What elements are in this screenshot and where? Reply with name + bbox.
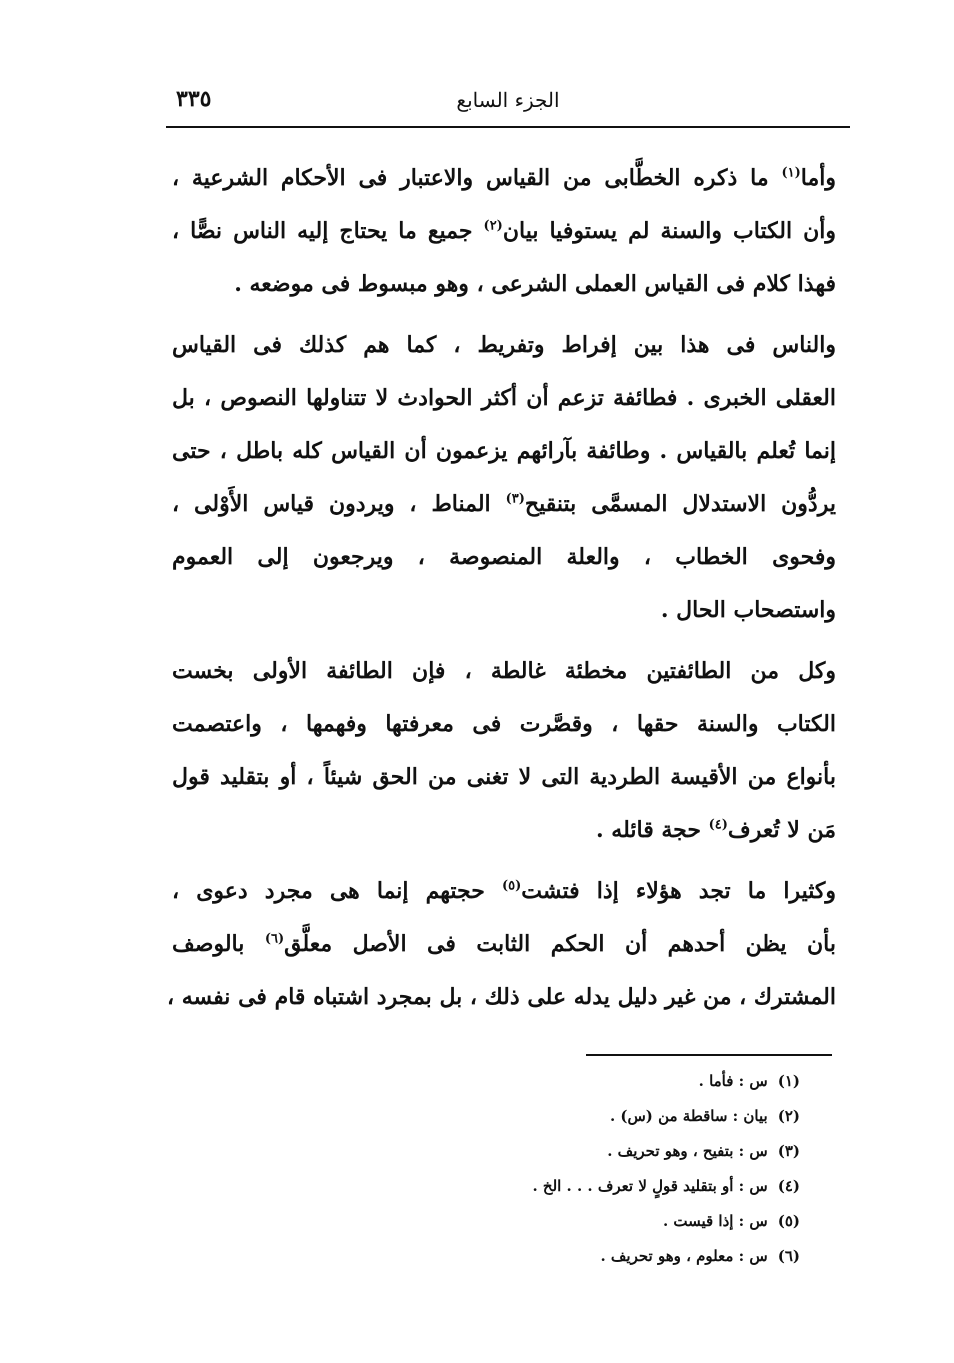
page-header [166, 82, 850, 128]
footnote [440, 1204, 800, 1239]
text-line: يردُّون الاستدلال المسمَّى بتنقيح$^{(٣)}$ المناط ، ويردون قياس الأَوْلى ، [172, 491, 836, 517]
footnote [440, 1064, 800, 1099]
footnote-number: (٣) [777, 1142, 800, 1160]
text-line: وكثيرا ما تجد هؤلاء إذا فتشت$^{(٥)}$ حجتهم إنما هى مجرد دعوى ، [172, 878, 836, 904]
body-text [166, 152, 836, 1024]
paragraph [172, 319, 836, 637]
footnote-text: س : أو بتقليد قولٍ لا تعرف . . . الخ . [532, 1177, 768, 1195]
text-line: الكتاب والسنة حقها ، وقصَّرت فى معرفتها وفهمها ، واعتصمت [172, 711, 836, 737]
footnote [440, 1099, 800, 1134]
footnote-text: س : معلوم ، وهو تحريف . [600, 1247, 768, 1265]
page-number: ٣٣٥ [176, 86, 212, 112]
footnote-number: (١) [777, 1072, 800, 1090]
text-line: بأن يظن أحدهم أن الحكم الثابت فى الأصل معلَّق$^{(٦)}$ بالوصف [172, 931, 836, 957]
footnote-text: س : فأما . [698, 1072, 768, 1090]
text-line: وكل من الطائفتين مخطئة غالطة ، فإن الطائفة الأولى بخست [172, 658, 836, 684]
footnote [440, 1169, 800, 1204]
footnote [440, 1239, 800, 1274]
text-line: وأن الكتاب والسنة لم يستوفيا بيان$^{(٢)}$ جميع ما يحتاج إليه الناس نصًّا ، [172, 218, 836, 244]
text-line: والناس فى هذا بين إفراط وتفريط ، كما هم كذلك فى القياس [172, 332, 836, 358]
text-line: العقلى الخبرى . فطائفة تزعم أن أكثر الحوادث لا تتناولها النصوص ، بل [172, 385, 836, 411]
footnote-separator [586, 1054, 832, 1056]
footnotes [440, 1064, 800, 1274]
footnote-text: س : إذا قيست . [662, 1212, 768, 1230]
text-line: فهذا كلام فى القياس العملى الشرعى ، وهو مبسوط فى موضعه . [234, 271, 836, 297]
running-title: الجزء السابع [456, 88, 560, 112]
text-line: واستصحاب الحال . [660, 597, 836, 623]
paragraph [166, 865, 836, 1024]
text-line: وفحوى الخطاب ، والعلة المنصوصة ، ويرجعون إلى العموم [172, 544, 836, 570]
text-line: مَن لا تُعرف$^{(٤)}$ حجة قائله . [595, 817, 836, 843]
footnote [440, 1134, 800, 1169]
paragraph [172, 645, 836, 857]
footnote-number: (٦) [777, 1247, 800, 1265]
footnote-number: (٥) [777, 1212, 800, 1230]
footnote-text: س : بتفيح ، وهو تحريف . [607, 1142, 768, 1160]
footnote-number: (٤) [777, 1177, 800, 1195]
text-line: وأما$^{(١)}$ ما ذكره الخطَّابى من القياس والاعتبار فى الأحكام الشرعية ، [172, 165, 836, 191]
text-line: المشترك ، من غير دليل يدله على ذلك ، بل بمجرد اشتباه قام فى نفسه ، [166, 984, 836, 1010]
footnote-text: بيان : ساقطة من (س) . [609, 1107, 768, 1125]
paragraph [172, 152, 836, 311]
text-line: بأنواع من الأقيسة الطردية التى لا تغنى من الحق شيئاً ، أو بتقليد قول [172, 764, 836, 790]
text-line: إنما تُعلم بالقياس . وطائفة بآرائهم يزعمون أن القياس كله باطل ، حتى [172, 438, 836, 464]
footnote-number: (٢) [777, 1107, 800, 1125]
